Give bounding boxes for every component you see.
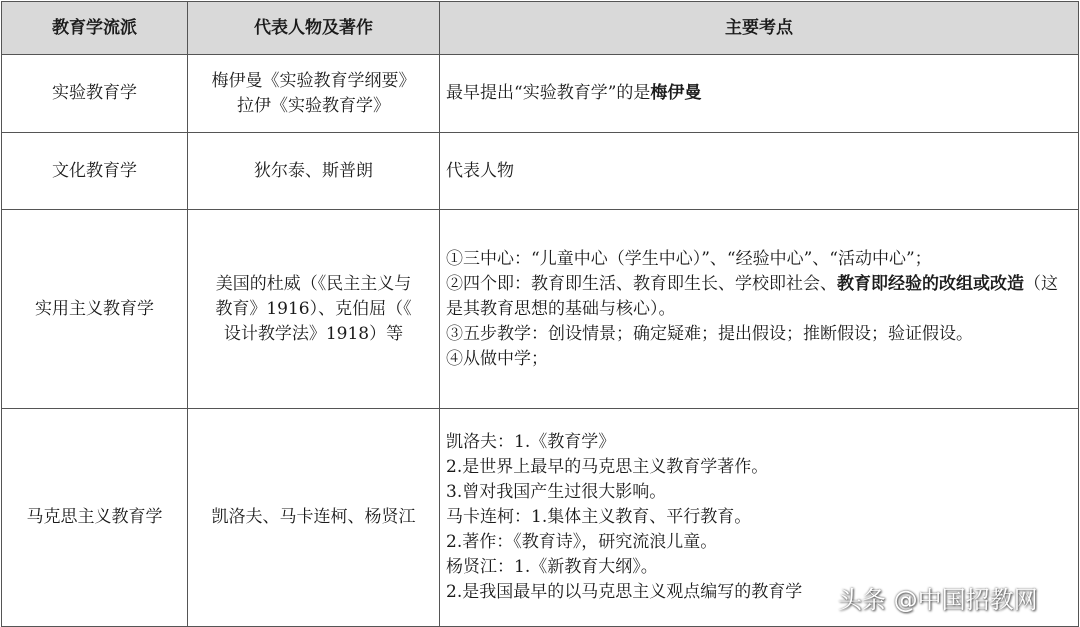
figure-line: 梅伊曼《实验教育学纲要》 (211, 70, 416, 91)
header-row (2, 2, 1079, 55)
figures-cell (188, 210, 440, 409)
point-line: 凯洛夫：1.《教育学》 (446, 432, 616, 452)
school-cell: 实用主义教育学 (2, 210, 188, 409)
header-school: 教育学流派 (2, 2, 188, 55)
table-row (2, 210, 1079, 409)
figure-line: 拉伊《实验教育学》 (237, 95, 390, 116)
table-row (2, 55, 1079, 133)
figures-cell (188, 133, 440, 210)
figure-line: 狄尔泰、斯普朗 (254, 160, 373, 181)
figures-cell (188, 409, 440, 627)
school-cell: 实验教育学 (2, 55, 188, 133)
points-cell (440, 210, 1079, 409)
header-figures: 代表人物及著作 (188, 2, 440, 55)
point-line: 最早提出“实验教育学”的是梅伊曼 (446, 83, 702, 103)
table-row (2, 133, 1079, 210)
header-points: 主要考点 (440, 2, 1079, 55)
watermark: 头条 @中国招教网 (838, 586, 1038, 614)
school-cell: 马克思主义教育学 (2, 409, 188, 627)
figure-line: 设计教学法》1918）等 (223, 323, 404, 344)
school-cell: 文化教育学 (2, 133, 188, 210)
point-line: 杨贤江：1.《新教育大纲》。 (446, 557, 658, 577)
education-schools-table (1, 1, 1079, 627)
figure-line: 美国的杜威（《民主主义与 (215, 273, 412, 294)
highlight-text: 梅伊曼 (650, 83, 702, 103)
points-cell (440, 55, 1079, 133)
point-line: 马卡连柯：1.集体主义教育、平行教育。 (446, 507, 752, 527)
point-line: ①三中心：“儿童中心（学生中心）”、“经验中心”、“活动中心”； (446, 248, 932, 269)
point-line: 3.曾对我国产生过很大影响。 (446, 482, 667, 502)
point-line: 2.是我国最早的以马克思主义观点编写的教育学 (446, 582, 803, 602)
points-cell (440, 133, 1079, 210)
point-line: ②四个即：教育即生活、教育即生长、学校即社会、教育即经验的改组或改造（这是其教育思想的基础与核心）。 (446, 273, 1058, 319)
point-line: 2.著作：《教育诗》，研究流浪儿童。 (446, 532, 718, 552)
point-line: ③五步教学：创设情景；确定疑难；提出假设；推断假设；验证假设。 (446, 323, 973, 344)
point-line: ④从做中学； (446, 348, 548, 369)
point-line: 2.是世界上最早的马克思主义教育学著作。 (446, 457, 769, 477)
point-line: 代表人物 (446, 160, 514, 181)
highlight-text: 教育即经验的改组或改造 (837, 273, 1024, 294)
figures-cell (188, 55, 440, 133)
figure-line: 凯洛夫、马卡连柯、杨贤江 (211, 507, 416, 527)
figure-line: 教育》1916）、克伯屈（《 (215, 298, 412, 319)
